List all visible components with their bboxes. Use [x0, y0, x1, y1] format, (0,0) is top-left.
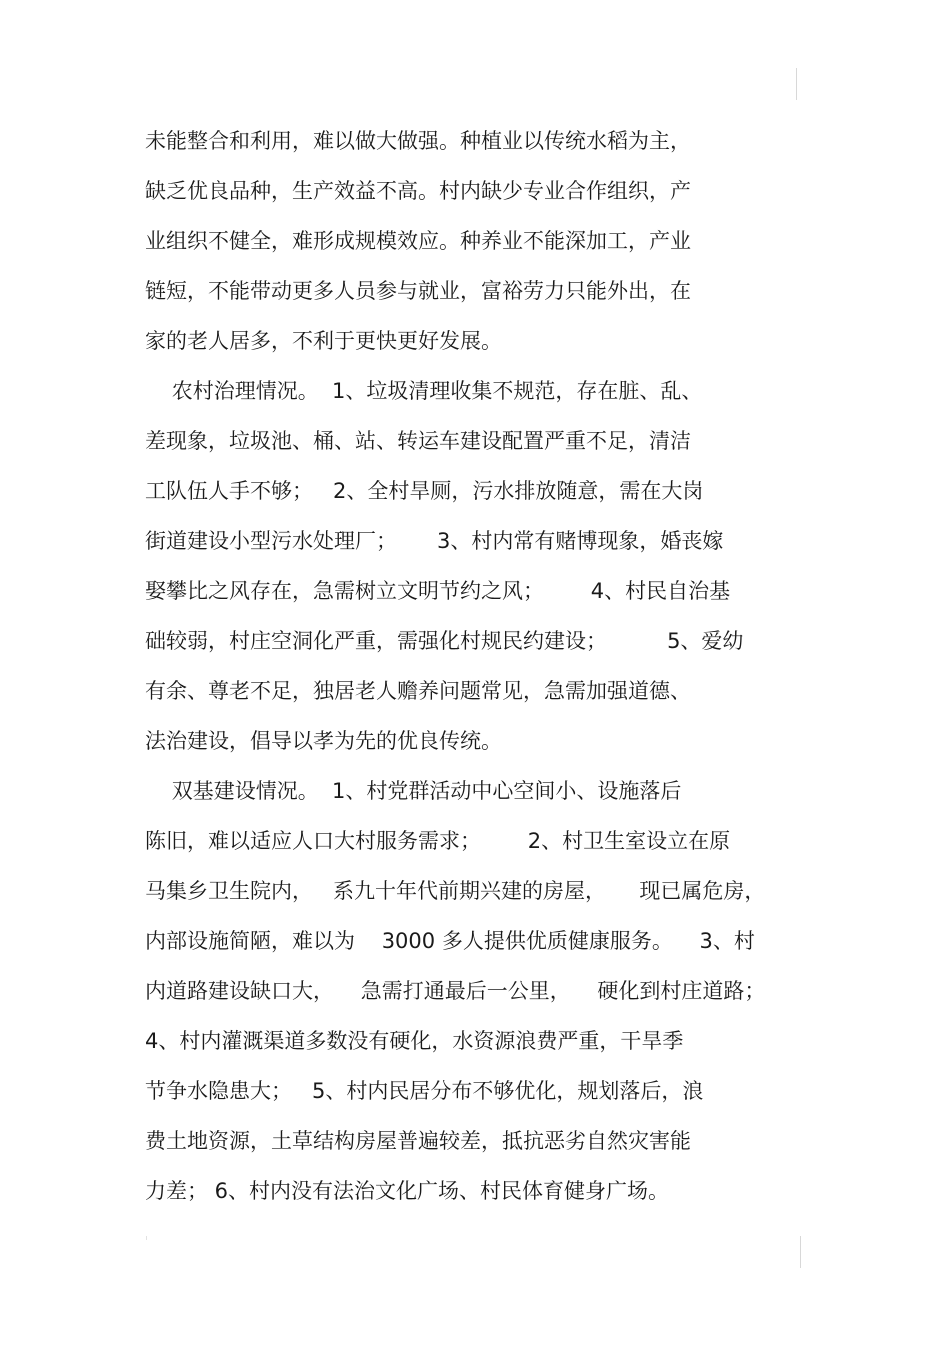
page-corner-mark-top-right: [796, 68, 797, 100]
text-line: 础较弱，村庄空洞化严重，需强化村规民约建设； 5、爱幼: [145, 629, 744, 653]
text-line: 陈旧，难以适应人口大村服务需求； 2、村卫生室设立在原: [145, 829, 731, 853]
page-corner-mark-bottom-left: [146, 1236, 147, 1240]
text-line: 内部设施简陋，难以为 3000 多人提供优质健康服务。 3、村: [145, 929, 755, 953]
text-line: 马集乡卫生院内， 系九十年代前期兴建的房屋， 现已属危房，: [145, 879, 766, 903]
text-line: 工队伍人手不够； 2、全村旱厕，污水排放随意，需在大岗: [145, 479, 704, 503]
page-corner-mark-bottom-right: [800, 1236, 801, 1268]
text-line: 娶攀比之风存在，急需树立文明节约之风； 4、村民自治基: [145, 579, 731, 603]
text-line: 内道路建设缺口大， 急需打通最后一公里， 硬化到村庄道路；: [145, 979, 766, 1003]
text-line: 业组织不健全，难形成规模效应。种养业不能深加工，产业: [145, 229, 691, 253]
text-line: 4、村内灌溉渠道多数没有硬化，水资源浪费严重，干旱季: [145, 1029, 684, 1053]
text-line: 未能整合和利用，难以做大做强。种植业以传统水稻为主，: [145, 129, 691, 153]
paragraph-start-line: 农村治理情况。 1、垃圾清理收集不规范，存在脏、乱、: [145, 379, 703, 403]
text-line: 费土地资源，土草结构房屋普遍较差，抵抗恶劣自然灾害能: [145, 1129, 691, 1153]
text-line: 街道建设小型污水处理厂； 3、村内常有赌博现象，婚丧嫁: [145, 529, 724, 553]
text-line: 差现象，垃圾池、桶、站、转运车建设配置严重不足，清洁: [145, 429, 691, 453]
text-line: 链短，不能带动更多人员参与就业，富裕劳力只能外出，在: [145, 279, 691, 303]
text-line: 法治建设，倡导以孝为先的优良传统。: [145, 729, 502, 753]
text-line: 力差； 6、村内没有法治文化广场、村民体育健身广场。: [145, 1179, 670, 1203]
text-line: 家的老人居多，不利于更快更好发展。: [145, 329, 502, 353]
text-line: 有余、尊老不足，独居老人赡养问题常见，急需加强道德、: [145, 679, 691, 703]
text-line: 节争水隐患大； 5、村内民居分布不够优化，规划落后，浪: [145, 1079, 704, 1103]
paragraph-start-line: 双基建设情况。 1、村党群活动中心空间小、设施落后: [145, 779, 682, 803]
text-line: 缺乏优良品种，生产效益不高。村内缺少专业合作组织，产: [145, 179, 691, 203]
